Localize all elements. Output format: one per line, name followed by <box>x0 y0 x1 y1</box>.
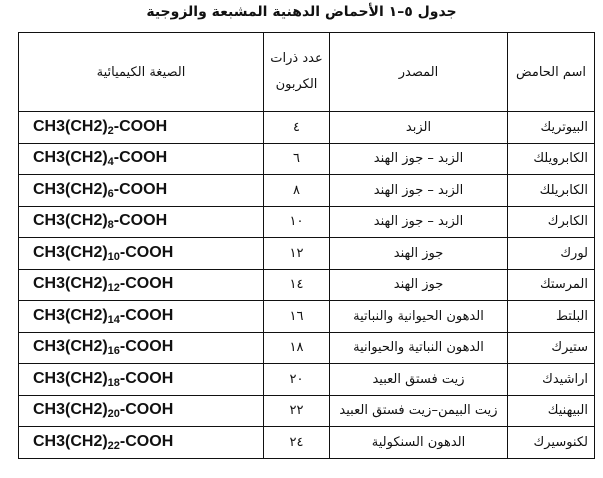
formula-suffix: -COOH <box>119 432 174 450</box>
source-cell: زيت البيمن–زيت فستق العبيد <box>330 395 508 427</box>
table-row <box>19 238 595 270</box>
formula-suffix: -COOH <box>113 117 168 135</box>
formula-cell <box>19 206 264 238</box>
header-source: المصدر <box>330 33 508 112</box>
table-row <box>19 301 595 333</box>
source-cell: الزبد <box>330 112 508 144</box>
source-cell: الزبد – جوز الهند <box>330 175 508 207</box>
table-row <box>19 427 595 459</box>
formula-suffix: -COOH <box>113 180 168 198</box>
header-row <box>19 33 595 112</box>
carbon-count-cell: ٢٢ <box>264 395 330 427</box>
source-cell: الدهون الحيوانية والنباتية <box>330 301 508 333</box>
fatty-acids-table <box>18 32 595 459</box>
carbon-count-cell: ٤ <box>264 112 330 144</box>
table-row <box>19 112 595 144</box>
acid-name-cell: البلتط <box>508 301 595 333</box>
formula-cell <box>19 143 264 175</box>
table-row <box>19 395 595 427</box>
formula-prefix: CH3(CH2) <box>33 243 108 261</box>
formula-suffix: -COOH <box>119 306 174 324</box>
formula-prefix: CH3(CH2) <box>33 149 108 167</box>
formula-prefix: CH3(CH2) <box>33 369 108 387</box>
carbon-count-cell: ٢٤ <box>264 427 330 459</box>
formula-cell <box>19 427 264 459</box>
source-cell: الزبد – جوز الهند <box>330 206 508 238</box>
formula-subscript: 4 <box>107 156 114 169</box>
carbon-count-cell: ١٢ <box>264 238 330 270</box>
acid-name-cell: المرستك <box>508 269 595 301</box>
formula-cell <box>19 301 264 333</box>
source-cell: جوز الهند <box>330 269 508 301</box>
formula-prefix: CH3(CH2) <box>33 117 108 135</box>
acid-name-cell: الكابرويلك <box>508 143 595 175</box>
formula-cell <box>19 112 264 144</box>
formula-prefix: CH3(CH2) <box>33 180 108 198</box>
acid-name-cell: لكنوسيرك <box>508 427 595 459</box>
carbon-count-cell: ١٦ <box>264 301 330 333</box>
formula-prefix: CH3(CH2) <box>33 212 108 230</box>
formula-cell <box>19 364 264 396</box>
formula-subscript: 10 <box>107 250 120 263</box>
source-cell: جوز الهند <box>330 238 508 270</box>
acid-name-cell: الكابريلك <box>508 175 595 207</box>
table-row <box>19 206 595 238</box>
formula-subscript: 6 <box>107 187 114 200</box>
table-caption: جدول ٥–١ الأحماض الدهنية المشبعة والزوجية <box>146 4 457 20</box>
source-cell: الدهون السنكولية <box>330 427 508 459</box>
carbon-count-cell: ٢٠ <box>264 364 330 396</box>
acid-name-cell: البيوتريك <box>508 112 595 144</box>
carbon-count-cell: ١٨ <box>264 332 330 364</box>
source-cell: الدهون النباتية والحيوانية <box>330 332 508 364</box>
formula-suffix: -COOH <box>119 369 174 387</box>
formula-subscript: 22 <box>107 439 120 452</box>
carbon-count-cell: ١٠ <box>264 206 330 238</box>
acid-name-cell: البيهنيك <box>508 395 595 427</box>
carbon-count-cell: ٦ <box>264 143 330 175</box>
formula-prefix: CH3(CH2) <box>33 338 108 356</box>
formula-subscript: 14 <box>107 313 120 326</box>
table-row <box>19 175 595 207</box>
formula-subscript: 2 <box>107 124 114 137</box>
formula-prefix: CH3(CH2) <box>33 401 108 419</box>
table-row <box>19 332 595 364</box>
formula-suffix: -COOH <box>119 243 174 261</box>
source-cell: زيت فستق العبيد <box>330 364 508 396</box>
formula-subscript: 16 <box>107 345 120 358</box>
table-row <box>19 269 595 301</box>
formula-cell <box>19 175 264 207</box>
header-acid-name: اسم الحامض <box>508 33 595 112</box>
formula-subscript: 12 <box>107 282 120 295</box>
acid-name-cell: اراشيدك <box>508 364 595 396</box>
header-formula: الصيغة الكيميائية <box>19 33 264 112</box>
formula-suffix: -COOH <box>113 149 168 167</box>
acid-name-cell: ستيرك <box>508 332 595 364</box>
table-row <box>19 364 595 396</box>
table-row <box>19 143 595 175</box>
carbon-count-cell: ١٤ <box>264 269 330 301</box>
formula-prefix: CH3(CH2) <box>33 306 108 324</box>
carbon-count-cell: ٨ <box>264 175 330 207</box>
formula-cell <box>19 395 264 427</box>
formula-subscript: 20 <box>107 408 120 421</box>
header-carbon-count: عدد ذرات الكربون <box>264 33 330 112</box>
formula-suffix: -COOH <box>119 401 174 419</box>
formula-suffix: -COOH <box>113 212 168 230</box>
formula-prefix: CH3(CH2) <box>33 432 108 450</box>
formula-cell <box>19 332 264 364</box>
source-cell: الزبد – جوز الهند <box>330 143 508 175</box>
formula-subscript: 18 <box>107 376 120 389</box>
formula-prefix: CH3(CH2) <box>33 275 108 293</box>
formula-subscript: 8 <box>107 219 114 232</box>
acid-name-cell: الكابرك <box>508 206 595 238</box>
formula-cell <box>19 269 264 301</box>
formula-suffix: -COOH <box>119 275 174 293</box>
formula-suffix: -COOH <box>119 338 174 356</box>
acid-name-cell: لورك <box>508 238 595 270</box>
formula-cell <box>19 238 264 270</box>
